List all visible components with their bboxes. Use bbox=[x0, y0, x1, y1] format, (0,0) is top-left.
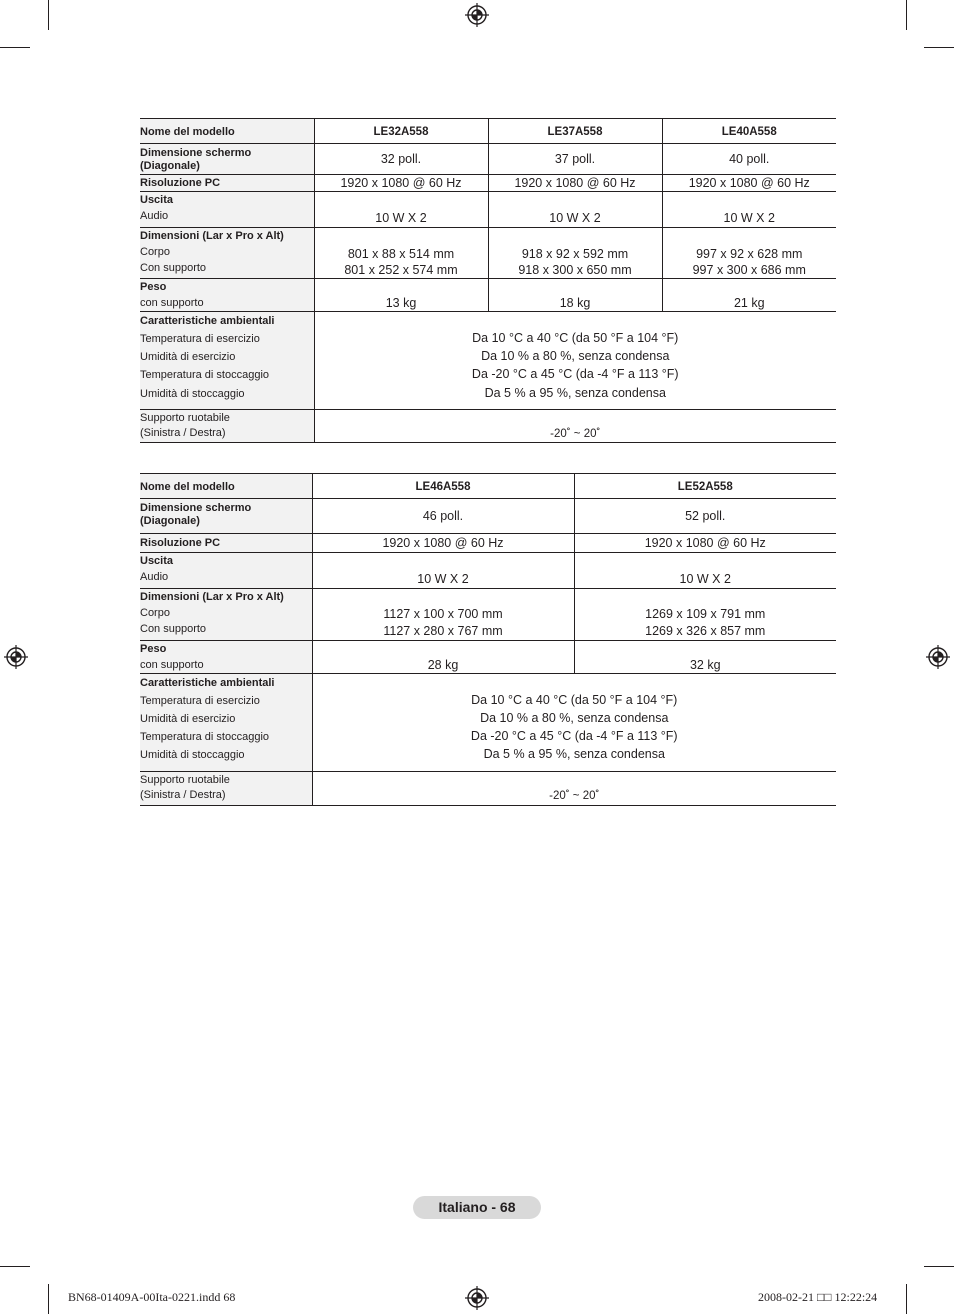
table-cell: 10 W X 2 bbox=[574, 553, 836, 589]
table-cell: 46 poll. bbox=[312, 499, 574, 534]
row-label: Nome del modello bbox=[140, 474, 312, 499]
table-row bbox=[140, 474, 836, 499]
table-row bbox=[140, 192, 836, 228]
model-name: LE52A558 bbox=[574, 474, 836, 499]
model-name: LE32A558 bbox=[314, 119, 488, 144]
row-label: Caratteristiche ambientali Temperatura di esercizio Umidità di esercizio Temperatura di stoccaggio Umidità di stoccaggio bbox=[140, 674, 312, 772]
crop-mark bbox=[906, 1284, 907, 1314]
table-cell: 32 kg bbox=[574, 641, 836, 674]
crop-mark bbox=[48, 1284, 49, 1314]
table-row bbox=[140, 589, 836, 641]
table-cell: 10 W X 2 bbox=[488, 192, 662, 228]
table-cell: 40 poll. bbox=[662, 144, 836, 175]
registration-mark-icon bbox=[465, 3, 489, 27]
row-label: Caratteristiche ambientali Temperatura di esercizio Umidità di esercizio Temperatura di stoccaggio Umidità di stoccaggio bbox=[140, 312, 314, 410]
spec-table-2 bbox=[140, 473, 836, 806]
table-cell: 918 x 92 x 592 mm 918 x 300 x 650 mm bbox=[488, 228, 662, 279]
table-cell: 52 poll. bbox=[574, 499, 836, 534]
crop-mark bbox=[906, 0, 907, 30]
table-cell: 997 x 92 x 628 mm 997 x 300 x 686 mm bbox=[662, 228, 836, 279]
table-cell: 801 x 88 x 514 mm 801 x 252 x 574 mm bbox=[314, 228, 488, 279]
table-cell: 18 kg bbox=[488, 279, 662, 312]
table-cell: 28 kg bbox=[312, 641, 574, 674]
row-label: Dimensioni (Lar x Pro x Alt) Corpo Con supporto bbox=[140, 589, 312, 641]
table-cell: 1920 x 1080 @ 60 Hz bbox=[662, 175, 836, 192]
crop-mark bbox=[48, 0, 49, 30]
crop-mark bbox=[924, 47, 954, 48]
spec-table-1 bbox=[140, 118, 836, 443]
table-row bbox=[140, 534, 836, 553]
table-row bbox=[140, 175, 836, 192]
row-label: Uscita Audio bbox=[140, 553, 312, 589]
model-name: LE46A558 bbox=[312, 474, 574, 499]
table-row bbox=[140, 772, 836, 806]
row-label: Nome del modello bbox=[140, 119, 314, 144]
row-label: Uscita Audio bbox=[140, 192, 314, 228]
model-name: LE37A558 bbox=[488, 119, 662, 144]
crop-mark bbox=[0, 1266, 30, 1267]
table-row bbox=[140, 553, 836, 589]
table-row bbox=[140, 499, 836, 534]
table-cell: 37 poll. bbox=[488, 144, 662, 175]
table-cell: 13 kg bbox=[314, 279, 488, 312]
registration-mark-icon bbox=[926, 645, 950, 669]
table-cell: 1269 x 109 x 791 mm 1269 x 326 x 857 mm bbox=[574, 589, 836, 641]
table-cell: 10 W X 2 bbox=[662, 192, 836, 228]
footer-timestamp: 2008-02-21 □□ 12:22:24 bbox=[758, 1290, 878, 1304]
table-row bbox=[140, 312, 836, 410]
row-label: Peso con supporto bbox=[140, 641, 312, 674]
table-cell: 32 poll. bbox=[314, 144, 488, 175]
table-cell: Da 10 °C a 40 °C (da 50 °F a 104 °F) Da 10 % a 80 %, senza condensa Da -20 °C a 45 °C (da -4 °F a 113 °F) Da 5 % a 95 %, senza condensa bbox=[314, 312, 836, 410]
table-row bbox=[140, 641, 836, 674]
table-cell: -20˚ ~ 20˚ bbox=[314, 410, 836, 443]
crop-mark bbox=[924, 1266, 954, 1267]
row-label: Dimensioni (Lar x Pro x Alt) Corpo Con supporto bbox=[140, 228, 314, 279]
row-label: Risoluzione PC bbox=[140, 534, 312, 553]
row-label: Supporto ruotabile (Sinistra / Destra) bbox=[140, 772, 312, 806]
model-name: LE40A558 bbox=[662, 119, 836, 144]
table-row bbox=[140, 674, 836, 772]
page-number-label: Italiano - 68 bbox=[413, 1196, 541, 1219]
footer-file-info: BN68-01409A-00Ita-0221.indd 68 bbox=[68, 1290, 236, 1304]
table-row bbox=[140, 119, 836, 144]
table-cell: -20˚ ~ 20˚ bbox=[312, 772, 836, 806]
table-cell: Da 10 °C a 40 °C (da 50 °F a 104 °F) Da 10 % a 80 %, senza condensa Da -20 °C a 45 °C (da -4 °F a 113 °F) Da 5 % a 95 %, senza condensa bbox=[312, 674, 836, 772]
row-label: Dimensione schermo (Diagonale) bbox=[140, 144, 314, 175]
table-row bbox=[140, 410, 836, 443]
registration-mark-icon bbox=[465, 1286, 489, 1310]
table-cell: 1920 x 1080 @ 60 Hz bbox=[574, 534, 836, 553]
row-label: Dimensione schermo (Diagonale) bbox=[140, 499, 312, 534]
table-cell: 1920 x 1080 @ 60 Hz bbox=[488, 175, 662, 192]
row-label: Risoluzione PC bbox=[140, 175, 314, 192]
row-label: Supporto ruotabile (Sinistra / Destra) bbox=[140, 410, 314, 443]
table-cell: 1127 x 100 x 700 mm 1127 x 280 x 767 mm bbox=[312, 589, 574, 641]
table-cell: 10 W X 2 bbox=[312, 553, 574, 589]
crop-mark bbox=[0, 47, 30, 48]
table-cell: 1920 x 1080 @ 60 Hz bbox=[314, 175, 488, 192]
table-row bbox=[140, 228, 836, 279]
row-label: Peso con supporto bbox=[140, 279, 314, 312]
table-row bbox=[140, 144, 836, 175]
table-cell: 21 kg bbox=[662, 279, 836, 312]
table-cell: 10 W X 2 bbox=[314, 192, 488, 228]
table-cell: 1920 x 1080 @ 60 Hz bbox=[312, 534, 574, 553]
registration-mark-icon bbox=[4, 645, 28, 669]
table-row bbox=[140, 279, 836, 312]
